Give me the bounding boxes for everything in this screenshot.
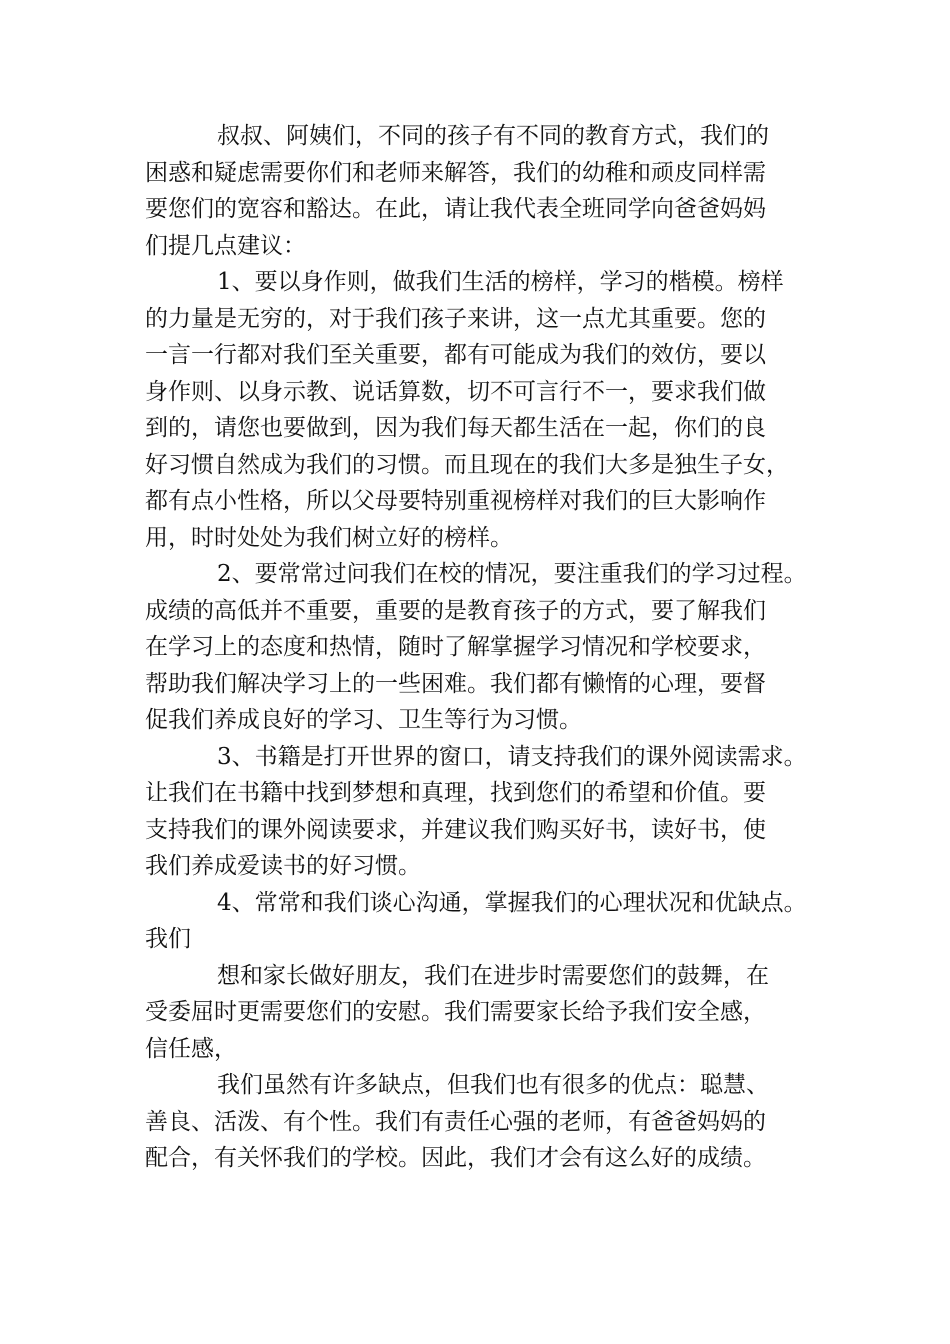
text-line: 受委屈时更需要您们的安慰。我们需要家长给予我们安全感， [145, 999, 766, 1025]
text-line: 2、要常常过问我们在校的情况，要注重我们的学习过程。 [217, 561, 807, 587]
text-line: 信任感， [145, 1035, 237, 1062]
text-line: 们提几点建议： [145, 232, 306, 259]
text-line: 身作则、以身示教、说话算数，切不可言行不一，要求我们做 [145, 378, 766, 405]
text-line: 我们虽然有许多缺点，但我们也有很多的优点：聪慧、 [217, 1072, 769, 1098]
text-line: 帮助我们解决学习上的一些困难。我们都有懒惰的心理，要督 [145, 670, 766, 697]
text-line: 支持我们的课外阅读要求，并建议我们购买好书，读好书，使 [145, 816, 766, 843]
text-line: 促我们养成良好的学习、卫生等行为习惯。 [145, 707, 582, 733]
text-line: 善良、活泼、有个性。我们有责任心强的老师，有爸爸妈妈的 [145, 1108, 766, 1135]
text-line: 都有点小性格，所以父母要特别重视榜样对我们的巨大影响作 [145, 488, 766, 514]
text-line: 3、书籍是打开世界的窗口，请支持我们的课外阅读需求。 [217, 743, 807, 770]
text-line: 到的，请您也要做到，因为我们每天都生活在一起，你们的良 [145, 415, 766, 441]
text-line: 好习惯自然成为我们的习惯。而且现在的我们大多是独生子女， [145, 451, 789, 478]
text-line: 的力量是无穷的，对于我们孩子来讲，这一点尤其重要。您的 [145, 305, 766, 332]
text-line: 在学习上的态度和热情，随时了解掌握学习情况和学校要求， [145, 634, 766, 660]
text-line: 困惑和疑虑需要你们和老师来解答，我们的幼稚和顽皮同样需 [145, 159, 766, 186]
text-line: 4、常常和我们谈心沟通，掌握我们的心理状况和优缺点。 [217, 889, 807, 916]
text-line: 要您们的宽容和豁达。在此，请让我代表全班同学向爸爸妈妈 [145, 196, 766, 222]
text-line: 1、要以身作则，做我们生活的榜样，学习的楷模。榜样 [217, 269, 784, 295]
text-line: 让我们在书籍中找到梦想和真理，找到您们的希望和价值。要 [145, 780, 766, 806]
text-line: 成绩的高低并不重要，重要的是教育孩子的方式，要了解我们 [145, 597, 766, 624]
text-line: 想和家长做好朋友，我们在进步时需要您们的鼓舞，在 [217, 962, 769, 989]
text-line: 我们养成爱读书的好习惯。 [145, 853, 421, 879]
text-line: 一言一行都对我们至关重要，都有可能成为我们的效仿，要以 [145, 342, 766, 368]
document-body [145, 118, 825, 1177]
text-line: 配合，有关怀我们的学校。因此，我们才会有这么好的成绩。 [145, 1145, 766, 1171]
text-line: 用，时时处处为我们树立好的榜样。 [145, 524, 513, 551]
text-line: 我们 [145, 926, 191, 952]
text-line: 叔叔、阿姨们，不同的孩子有不同的教育方式，我们的 [217, 123, 769, 149]
